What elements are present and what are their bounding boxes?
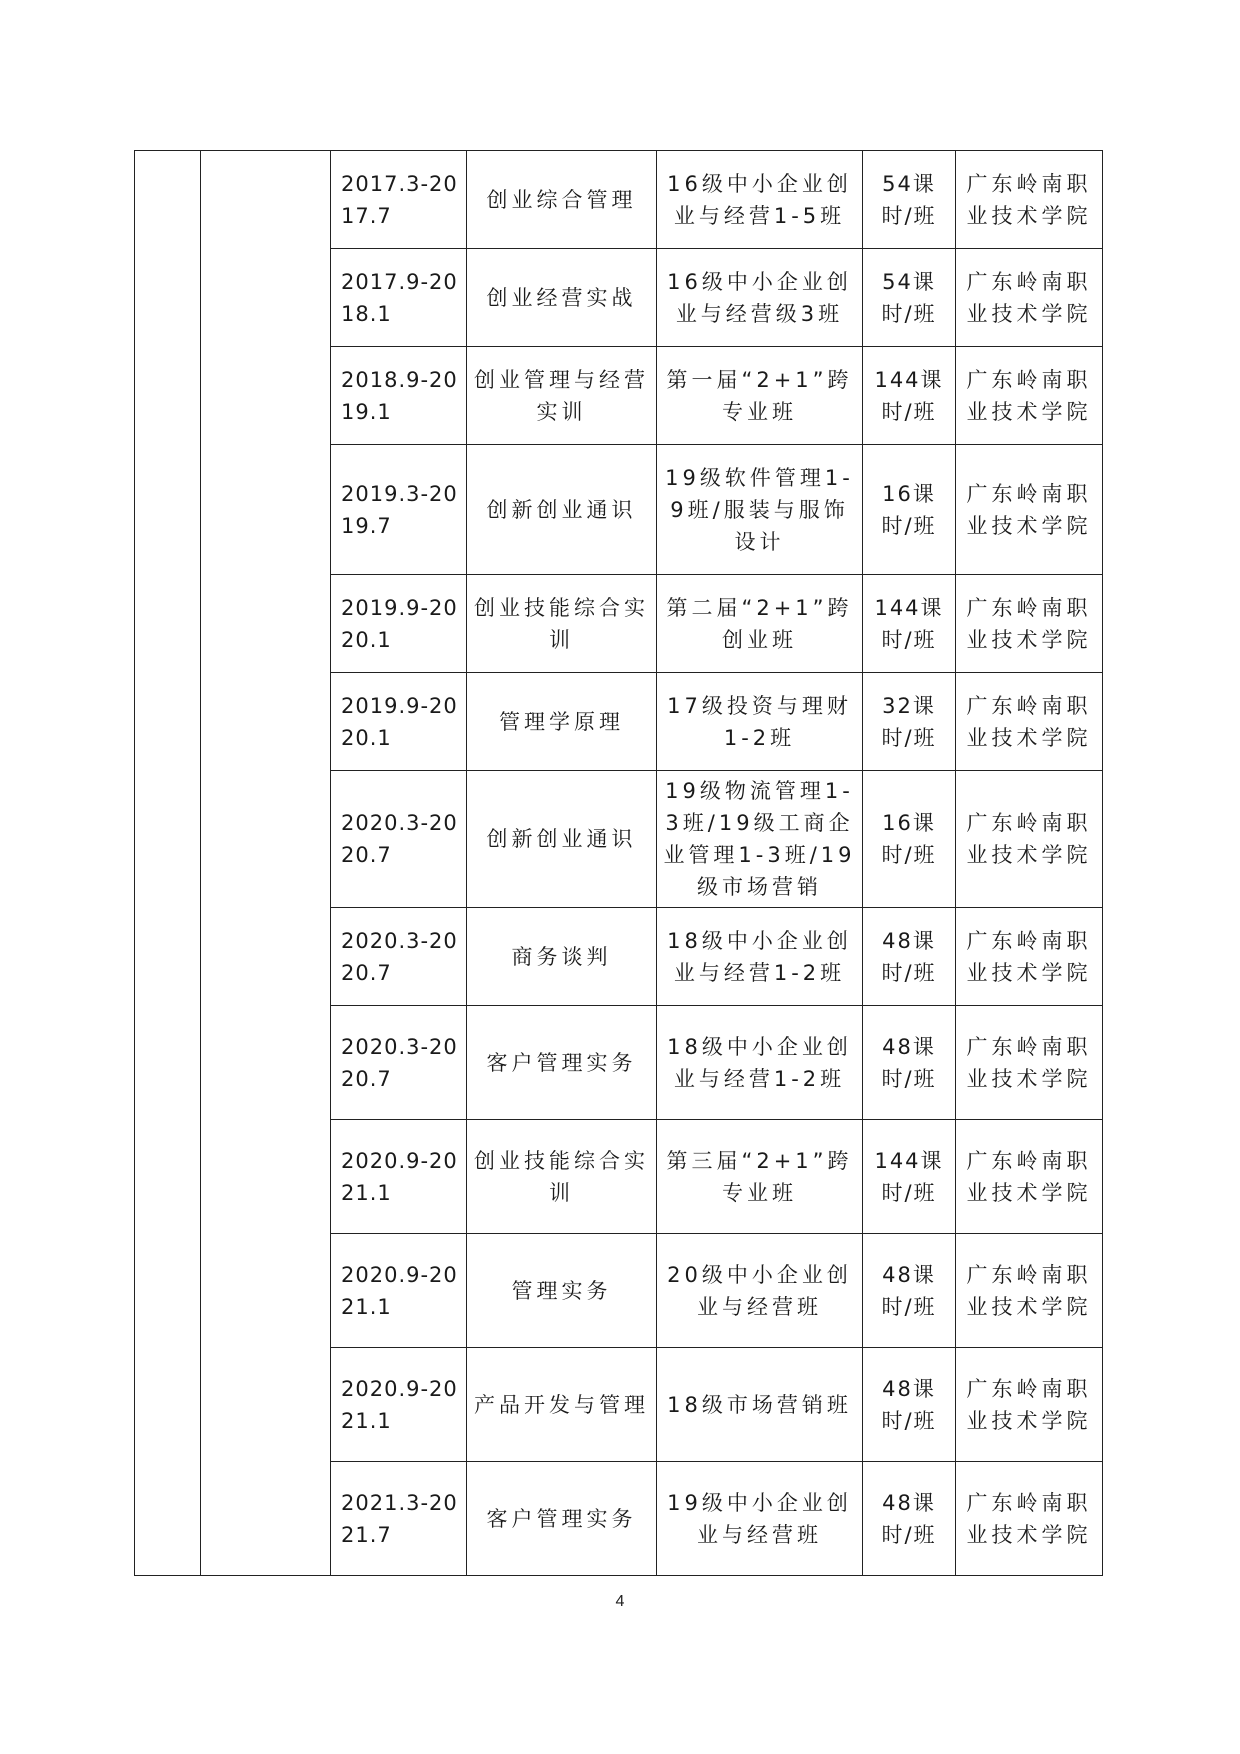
school-name: 广东岭南职业技术学院 bbox=[956, 575, 1103, 673]
course-name: 商务谈判 bbox=[467, 908, 657, 1006]
class-name: 17级投资与理财1-2班 bbox=[657, 673, 863, 771]
course-name: 创新创业通识 bbox=[467, 771, 657, 908]
course-name: 创业经营实战 bbox=[467, 249, 657, 347]
table-row bbox=[135, 151, 1103, 249]
class-name: 16级中小企业创业与经营级3班 bbox=[657, 249, 863, 347]
school-name: 广东岭南职业技术学院 bbox=[956, 1462, 1103, 1576]
course-name: 客户管理实务 bbox=[467, 1006, 657, 1120]
class-name: 19级物流管理1-3班/19级工商企业管理1-3班/19级市场营销 bbox=[657, 771, 863, 908]
class-hours: 48课时/班 bbox=[863, 1348, 956, 1462]
course-name: 管理学原理 bbox=[467, 673, 657, 771]
class-name: 18级中小企业创业与经营1-2班 bbox=[657, 908, 863, 1006]
course-name: 创业技能综合实训 bbox=[467, 1120, 657, 1234]
class-name: 18级市场营销班 bbox=[657, 1348, 863, 1462]
merged-empty-cell-2 bbox=[201, 151, 331, 1576]
class-name: 19级软件管理1-9班/服装与服饰设计 bbox=[657, 445, 863, 575]
teaching-period: 2017.9-2018.1 bbox=[331, 249, 467, 347]
merged-empty-cell-1 bbox=[135, 151, 201, 1576]
teaching-period: 2019.3-2019.7 bbox=[331, 445, 467, 575]
teaching-period: 2021.3-2021.7 bbox=[331, 1462, 467, 1576]
class-hours: 16课时/班 bbox=[863, 771, 956, 908]
school-name: 广东岭南职业技术学院 bbox=[956, 673, 1103, 771]
school-name: 广东岭南职业技术学院 bbox=[956, 445, 1103, 575]
school-name: 广东岭南职业技术学院 bbox=[956, 347, 1103, 445]
class-hours: 144课时/班 bbox=[863, 1120, 956, 1234]
course-name: 创新创业通识 bbox=[467, 445, 657, 575]
teaching-period: 2020.3-2020.7 bbox=[331, 908, 467, 1006]
class-name: 18级中小企业创业与经营1-2班 bbox=[657, 1006, 863, 1120]
class-name: 19级中小企业创业与经营班 bbox=[657, 1462, 863, 1576]
class-hours: 16课时/班 bbox=[863, 445, 956, 575]
school-name: 广东岭南职业技术学院 bbox=[956, 1234, 1103, 1348]
school-name: 广东岭南职业技术学院 bbox=[956, 1348, 1103, 1462]
class-name: 第三届“2+1”跨专业班 bbox=[657, 1120, 863, 1234]
school-name: 广东岭南职业技术学院 bbox=[956, 771, 1103, 908]
teaching-period: 2020.3-2020.7 bbox=[331, 1006, 467, 1120]
class-hours: 144课时/班 bbox=[863, 347, 956, 445]
class-name: 16级中小企业创业与经营1-5班 bbox=[657, 151, 863, 249]
teaching-record-table bbox=[134, 150, 1103, 1576]
class-hours: 54课时/班 bbox=[863, 151, 956, 249]
teaching-period: 2017.3-2017.7 bbox=[331, 151, 467, 249]
class-hours: 48课时/班 bbox=[863, 908, 956, 1006]
class-hours: 48课时/班 bbox=[863, 1462, 956, 1576]
school-name: 广东岭南职业技术学院 bbox=[956, 1120, 1103, 1234]
teaching-period: 2020.3-2020.7 bbox=[331, 771, 467, 908]
school-name: 广东岭南职业技术学院 bbox=[956, 1006, 1103, 1120]
class-name: 第一届“2+1”跨专业班 bbox=[657, 347, 863, 445]
class-hours: 48课时/班 bbox=[863, 1006, 956, 1120]
class-name: 第二届“2+1”跨创业班 bbox=[657, 575, 863, 673]
class-hours: 144课时/班 bbox=[863, 575, 956, 673]
course-name: 管理实务 bbox=[467, 1234, 657, 1348]
class-name: 20级中小企业创业与经营班 bbox=[657, 1234, 863, 1348]
page-number: 4 bbox=[615, 1593, 625, 1610]
class-hours: 54课时/班 bbox=[863, 249, 956, 347]
school-name: 广东岭南职业技术学院 bbox=[956, 151, 1103, 249]
course-name: 创业管理与经营实训 bbox=[467, 347, 657, 445]
teaching-period: 2019.9-2020.1 bbox=[331, 575, 467, 673]
course-name: 产品开发与管理 bbox=[467, 1348, 657, 1462]
course-name: 客户管理实务 bbox=[467, 1462, 657, 1576]
teaching-period: 2020.9-2021.1 bbox=[331, 1120, 467, 1234]
teaching-period: 2018.9-2019.1 bbox=[331, 347, 467, 445]
teaching-period: 2020.9-2021.1 bbox=[331, 1348, 467, 1462]
teaching-period: 2019.9-2020.1 bbox=[331, 673, 467, 771]
course-name: 创业技能综合实训 bbox=[467, 575, 657, 673]
school-name: 广东岭南职业技术学院 bbox=[956, 249, 1103, 347]
course-name: 创业综合管理 bbox=[467, 151, 657, 249]
teaching-period: 2020.9-2021.1 bbox=[331, 1234, 467, 1348]
school-name: 广东岭南职业技术学院 bbox=[956, 908, 1103, 1006]
class-hours: 32课时/班 bbox=[863, 673, 956, 771]
class-hours: 48课时/班 bbox=[863, 1234, 956, 1348]
